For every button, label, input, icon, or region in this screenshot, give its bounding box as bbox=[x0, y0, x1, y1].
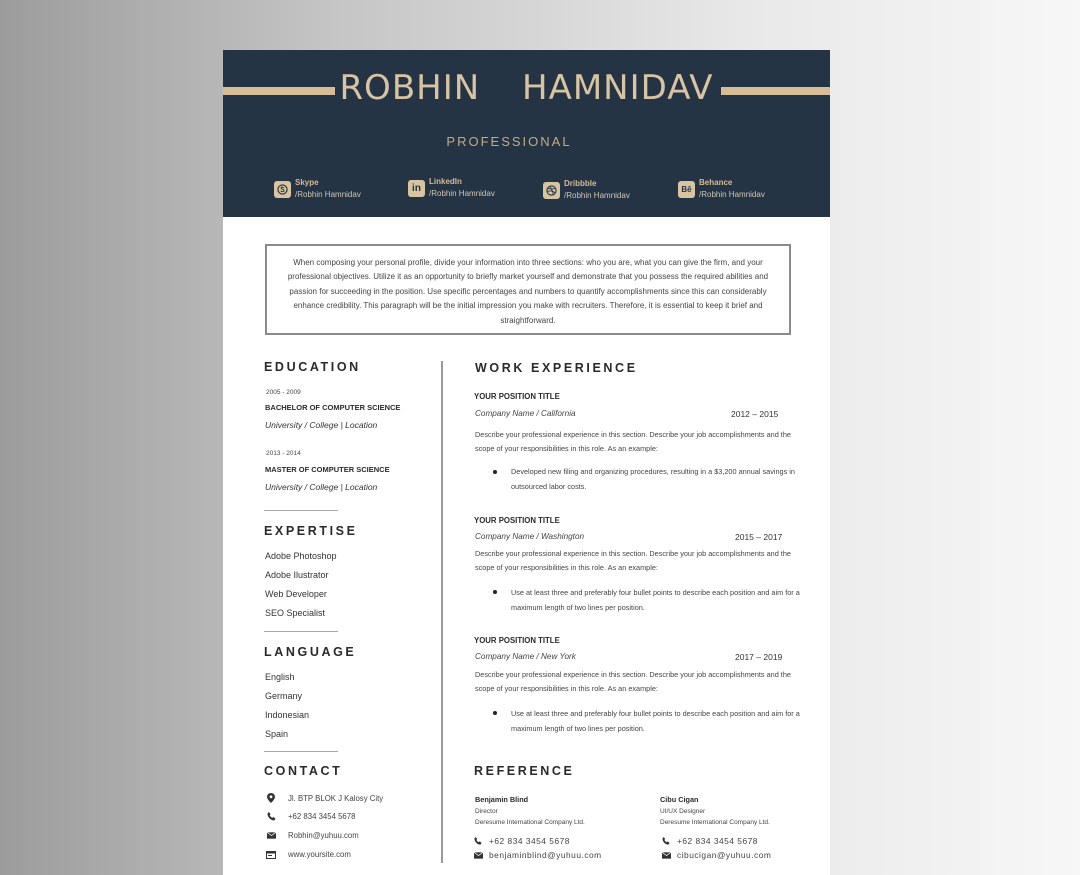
job-description: Describe your professional experience in this section. Describe your job accomplishments and the scope of your responsibilities in this role. As an example: bbox=[475, 430, 791, 453]
job-position-title: YOUR POSITION TITLE bbox=[474, 516, 560, 525]
contact-website-text: www.yoursite.com bbox=[288, 850, 351, 859]
contact-phone-text: +62 834 3454 5678 bbox=[288, 812, 356, 821]
social-label: LinkedIn bbox=[429, 177, 462, 186]
job-description: Describe your professional experience in this section. Describe your job accomplishments and the scope of your responsibilities in this role. As an example: bbox=[475, 549, 791, 572]
bullet-dot bbox=[493, 470, 497, 474]
language-item: Indonesian bbox=[265, 710, 310, 720]
bullet-dot bbox=[493, 711, 497, 715]
envelope-icon bbox=[661, 852, 671, 859]
last-name: HAMNIDAV bbox=[522, 68, 714, 108]
social-label: Behance bbox=[699, 178, 733, 187]
education-degree: MASTER OF COMPUTER SCIENCE bbox=[265, 465, 390, 474]
expertise-item: Web Developer bbox=[265, 589, 327, 599]
expertise-item: SEO Specialist bbox=[265, 608, 326, 618]
job-company: Company Name / California bbox=[475, 409, 576, 418]
section-divider bbox=[264, 631, 338, 632]
expertise-item: Adobe Ilustrator bbox=[265, 570, 329, 580]
language-item: Germany bbox=[265, 691, 303, 701]
bullet-dot bbox=[493, 590, 497, 594]
social-dribbble[interactable] bbox=[543, 178, 630, 202]
reference-phone[interactable] bbox=[661, 836, 758, 846]
reference-heading: REFERENCE bbox=[474, 764, 575, 778]
social-label: Skype bbox=[295, 178, 319, 187]
professional-title: PROFESSIONAL bbox=[446, 134, 572, 149]
reference-role: Director bbox=[475, 808, 498, 815]
job-bullet: Use at least three and preferably four bullet points to describe each position and aim for a maximum length of two lines per position. bbox=[511, 588, 800, 612]
social-handle: /Robhin Hamnidav bbox=[564, 191, 630, 200]
job-position-title: YOUR POSITION TITLE bbox=[474, 392, 560, 401]
social-skype[interactable] bbox=[274, 177, 361, 201]
resume-header bbox=[223, 50, 830, 217]
job-bullet: Developed new filing and organizing procedures, resulting in a $3,200 annual savings in outsourced labor costs. bbox=[511, 467, 795, 491]
contact-phone[interactable] bbox=[266, 812, 355, 821]
education-place: University / College | Location bbox=[265, 420, 378, 430]
education-place: University / College | Location bbox=[265, 482, 378, 492]
reference-name: Benjamin Blind bbox=[475, 795, 529, 804]
reference-email-text: benjaminblind@yuhuu.com bbox=[489, 850, 602, 860]
section-divider bbox=[264, 510, 338, 511]
contact-address-text: Jl. BTP BLOK J Kalosy City bbox=[288, 793, 384, 803]
job-company: Company Name / Washington bbox=[475, 532, 585, 541]
contact-website[interactable] bbox=[266, 850, 351, 859]
phone-icon bbox=[661, 837, 671, 845]
reference-company: Deresume International Company Ltd. bbox=[660, 819, 770, 826]
reference-email[interactable] bbox=[661, 850, 771, 860]
contact-address bbox=[266, 793, 383, 803]
contact-heading: CONTACT bbox=[264, 764, 343, 778]
job-company: Company Name / New York bbox=[475, 652, 576, 661]
linkedin-icon: in bbox=[408, 180, 425, 197]
skype-icon bbox=[274, 181, 291, 198]
job-bullet: Use at least three and preferably four bullet points to describe each position and aim for a maximum length of two lines per position. bbox=[511, 709, 800, 733]
social-handle: /Robhin Hamnidav bbox=[429, 189, 495, 198]
reference-role: UI/UX Designer bbox=[660, 808, 706, 815]
location-pin-icon bbox=[266, 793, 276, 803]
education-degree: BACHELOR OF COMPUTER SCIENCE bbox=[265, 403, 401, 412]
envelope-icon bbox=[473, 852, 483, 859]
language-item: English bbox=[265, 672, 295, 682]
phone-icon bbox=[266, 812, 276, 821]
reference-phone-text: +62 834 3454 5678 bbox=[677, 836, 758, 846]
language-item: Spain bbox=[265, 729, 289, 739]
contact-email-text: Robhin@yuhuu.com bbox=[288, 831, 359, 840]
education-years: 2005 - 2009 bbox=[266, 389, 301, 396]
contact-email[interactable] bbox=[266, 831, 359, 840]
job-dates: 2015 – 2017 bbox=[735, 532, 783, 542]
first-name: ROBHIN bbox=[339, 68, 481, 108]
browser-icon bbox=[266, 851, 276, 859]
full-name bbox=[223, 68, 830, 108]
education-heading: EDUCATION bbox=[264, 360, 361, 374]
phone-icon bbox=[473, 837, 483, 845]
social-handle: /Robhin Hamnidav bbox=[295, 190, 361, 199]
reference-phone-text: +62 834 3454 5678 bbox=[489, 836, 570, 846]
dribbble-icon bbox=[543, 182, 560, 199]
language-heading: LANGUAGE bbox=[264, 645, 357, 659]
reference-phone[interactable] bbox=[473, 836, 570, 846]
social-behance[interactable] bbox=[678, 177, 765, 201]
job-position-title: YOUR POSITION TITLE bbox=[474, 636, 560, 645]
social-label: Dribbble bbox=[564, 179, 597, 188]
social-linkedin[interactable] bbox=[408, 176, 495, 200]
job-description: Describe your professional experience in this section. Describe your job accomplishments and the scope of your responsibilities in this role. As an example: bbox=[475, 670, 791, 693]
reference-company: Deresume International Company Ltd. bbox=[475, 819, 585, 826]
education-years: 2013 - 2014 bbox=[266, 450, 301, 457]
job-dates: 2012 – 2015 bbox=[731, 409, 779, 419]
reference-email[interactable] bbox=[473, 850, 602, 860]
column-divider bbox=[441, 361, 443, 863]
reference-email-text: cibucigan@yuhuu.com bbox=[677, 850, 772, 860]
behance-icon: Bē bbox=[678, 181, 695, 198]
work-experience-heading: WORK EXPERIENCE bbox=[475, 361, 638, 375]
expertise-heading: EXPERTISE bbox=[264, 524, 358, 538]
reference-name: Cibu Cigan bbox=[660, 795, 699, 804]
envelope-icon bbox=[266, 832, 276, 839]
section-divider bbox=[264, 751, 338, 752]
expertise-item: Adobe Photoshop bbox=[265, 551, 337, 561]
resume-page bbox=[223, 50, 830, 875]
job-dates: 2017 – 2019 bbox=[735, 652, 783, 662]
social-handle: /Robhin Hamnidav bbox=[699, 190, 765, 199]
profile-summary: When composing your personal profile, divide your information into three sections: who you are, what you can give the firm, and your professional objectives. Utilize it as an opportunity to briefly market yourself and demonstrate that you possess the required abilities and passion for succeeding in the position. Use specific percentages and numbers to quantify accomplishments since this can considerably enhance credibility. This paragraph will be the initial impression you make with recruiters. Therefore, it is essential to keep it brief and straightforward. bbox=[265, 244, 791, 335]
